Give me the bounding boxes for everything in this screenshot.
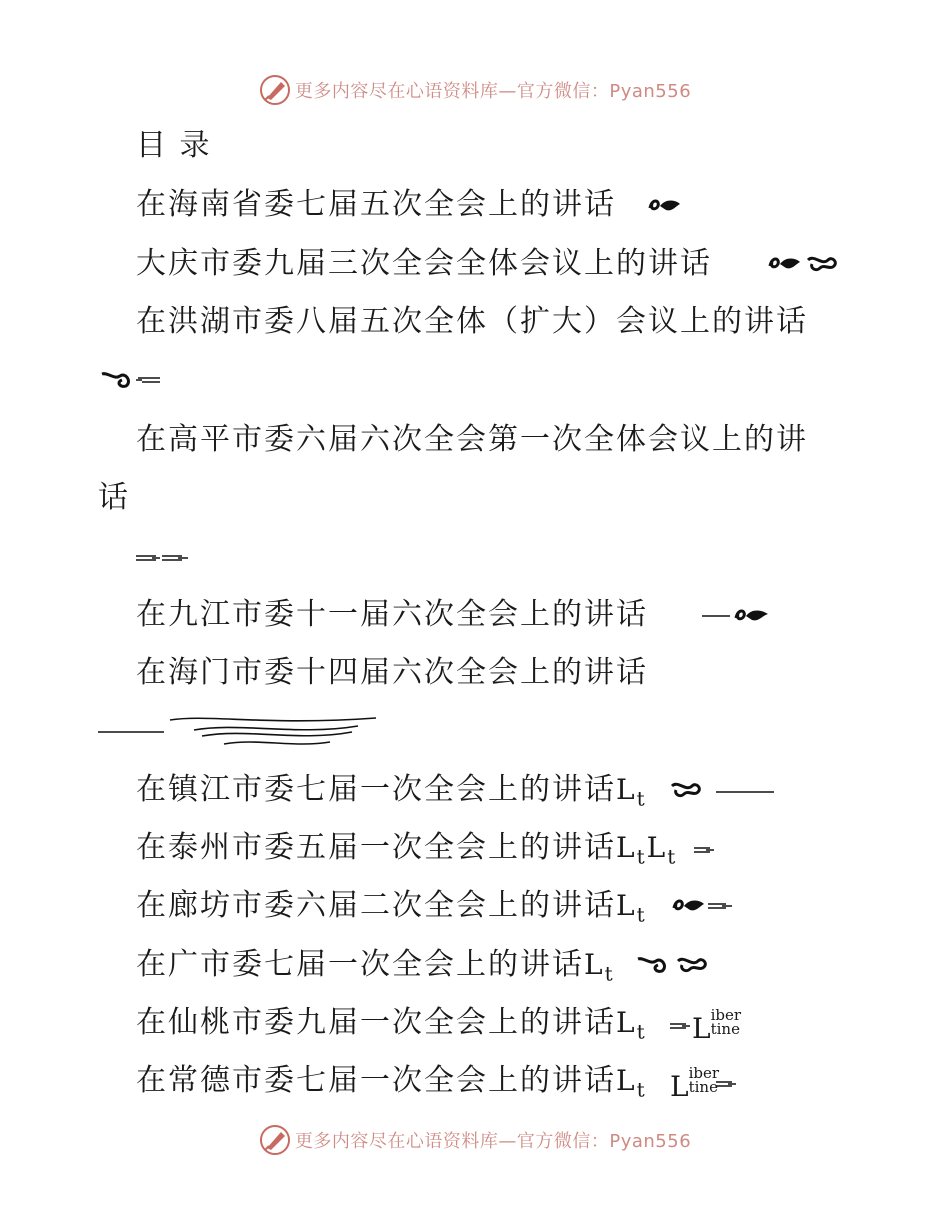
toc-item[interactable] [136,304,808,340]
lt-glyph: $L_t$ [616,889,647,927]
toc-item[interactable] [136,888,647,933]
ornament-icon [700,604,772,628]
toc-item[interactable] [136,187,616,223]
ornament-icon [668,778,778,802]
toc-item[interactable] [136,246,712,282]
ornament-icon [98,368,168,392]
toc-item-label: 在高平市委六届六次全会第一次全体会议上的讲 [136,422,808,457]
lt-glyph: $L_t$ [616,773,647,811]
toc-item-label: 在常德市委七届一次全会上的讲话 [136,1063,616,1098]
toc-item-label: 大庆市委九届三次全会全体会议上的讲话 [136,246,712,281]
wave-ornament-icon [98,712,380,748]
toc-item-label: 在海南省委七届五次全会上的讲话 [136,187,616,222]
iber-glyph: L iber tine [692,1006,742,1045]
toc-item-label: 在泰州市委五届一次全会上的讲话 [136,830,616,865]
lt-glyph: $L_t$ [584,948,615,986]
ornament-icon [134,550,190,566]
toc-item[interactable] [136,1063,647,1108]
ornament-icon [692,842,716,858]
ornament-icon [634,953,712,977]
toc-item[interactable] [136,772,647,817]
toc-item[interactable] [136,947,615,992]
ornament-icon [668,1018,692,1034]
toc-item-continued: 话 [98,480,128,515]
ornament-icon [646,194,686,218]
toc-item[interactable] [136,422,808,458]
lt-glyph: $L_tL_t$ [616,831,678,869]
toc-heading: 目 录 [136,128,212,163]
toc-item[interactable] [136,655,648,691]
toc-item[interactable] [136,830,677,875]
pen-logo-icon [259,74,291,106]
watermark-text: 更多内容尽在心语资料库—官方微信：Pyan556 [294,81,692,102]
header-watermark [0,70,950,110]
toc-item-label: 在镇江市委七届一次全会上的讲话 [136,772,616,807]
lt-glyph: $L_t$ [616,1006,647,1044]
toc-item-label: 在仙桃市委九届一次全会上的讲话 [136,1005,616,1040]
toc-item-label: 在洪湖市委八届五次全体（扩大）会议上的讲话 [136,304,808,339]
pen-logo-icon [259,1124,291,1156]
toc-item-label: 在九江市委十一届六次全会上的讲话 [136,597,648,632]
toc-item[interactable] [136,597,648,633]
ornament-icon [670,894,734,918]
lt-glyph: $L_t$ [616,1064,647,1102]
toc-item-label: 在广市委七届一次全会上的讲话 [136,947,584,982]
ornament-icon [714,1076,738,1092]
toc-item-label: 在海门市委十四届六次全会上的讲话 [136,655,648,690]
iber-glyph: L iber tine [670,1064,720,1103]
toc-item[interactable] [136,1005,647,1050]
toc-item-label: 在廊坊市委六届二次全会上的讲话 [136,888,616,923]
ornament-icon [766,252,842,276]
footer-watermark [0,1120,950,1160]
watermark-text: 更多内容尽在心语资料库—官方微信：Pyan556 [294,1131,692,1152]
